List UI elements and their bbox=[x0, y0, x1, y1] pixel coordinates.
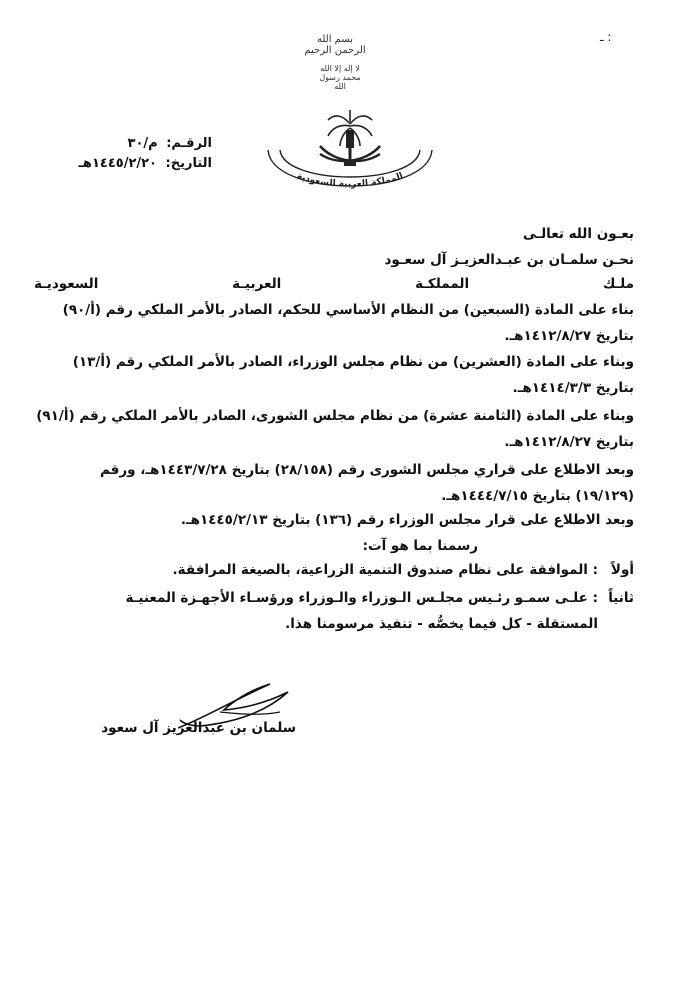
svg-text:المملكة العربية السعودية bbox=[295, 171, 404, 189]
item-2-label: ثانياً bbox=[608, 590, 634, 606]
basmala-calligraphy: بسم الله الرحمن الرحيم bbox=[304, 34, 366, 56]
shahada-calligraphy: لا إله إلا الله محمد رسول الله bbox=[319, 64, 361, 91]
emblem-text: المملكة العربية السعودية bbox=[295, 171, 405, 190]
decreed-line: رسمنا بما هو آت: bbox=[362, 538, 478, 554]
paragraph-1-line-2: بتاريخ ١٤١٢/٨/٢٧هـ. bbox=[504, 328, 634, 344]
item-1-label: أولاً bbox=[610, 562, 634, 578]
decree-meta bbox=[52, 134, 212, 174]
paragraph-1-line-1: بناء على المادة (السبعين) من النظام الأساسي للحكم، الصادر بالأمر الملكي رقم (أ/٩٠) bbox=[62, 302, 634, 318]
paragraph-4-line-1: وبعد الاطلاع على قراري مجلس الشورى رقم (٢٨/١٥٨) بتاريخ ١٤٤٣/٧/٢٨هـ، ورقم bbox=[99, 462, 634, 478]
date-value: ١٤٤٥/٢/٢٠هـ bbox=[78, 156, 157, 171]
number-label: الرقـم: bbox=[166, 136, 212, 151]
signatory-name: سلمان بن عبدالعزيز آل سعود bbox=[101, 720, 296, 736]
opening-line: بعـون الله تعالـى bbox=[522, 226, 634, 242]
item-2-text: : علـى سمـو رئـيس مجلـس الـوزراء والـوزراء ورؤسـاء الأجهـزة المعنيـة bbox=[125, 590, 598, 606]
king-line: نحـن سلمـان بن عبـدالعزيـز آل سعـود bbox=[384, 252, 634, 268]
paragraph-2-line-2: بتاريخ ١٤١٤/٣/٣هـ. bbox=[512, 380, 634, 396]
number-row bbox=[52, 134, 212, 154]
date-row bbox=[52, 154, 212, 174]
country-line: ملـك المملكـة العربيـة السعوديـة bbox=[34, 276, 634, 292]
date-label: التاريخ: bbox=[165, 156, 212, 171]
paragraph-5: وبعد الاطلاع على قرار مجلس الوزراء رقم (١٣٦) بتاريخ ١٤٤٥/٢/١٣هـ. bbox=[180, 512, 634, 528]
paragraph-2-line-1: وبناء على المادة (العشرين) من نظام مجلس الوزراء، الصادر بالأمر الملكي رقم (أ/١٣) bbox=[72, 354, 634, 370]
paragraph-3-line-1: وبناء على المادة (الثامنة عشرة) من نظام مجلس الشورى، الصادر بالأمر الملكي رقم (أ/٩١) bbox=[36, 408, 634, 424]
corner-mark: ـ : bbox=[600, 30, 612, 44]
paragraph-3-line-2: بتاريخ ١٤١٢/٨/٢٧هـ. bbox=[504, 434, 634, 450]
number-value: م/٣٠ bbox=[127, 136, 158, 151]
item-2-text-continued: المستقلة - كل فيما يخصُّه - تنفيذ مرسومنا هذا. bbox=[285, 616, 598, 632]
item-1-text: : الموافقة على نظام صندوق التنمية الزراعية، بالصيغة المرافقة. bbox=[172, 562, 598, 578]
paragraph-4-line-2: (١٩/١٢٩) بتاريخ ١٤٤٤/٧/١٥هـ. bbox=[441, 488, 634, 504]
palm-and-swords-emblem-icon bbox=[258, 96, 442, 212]
